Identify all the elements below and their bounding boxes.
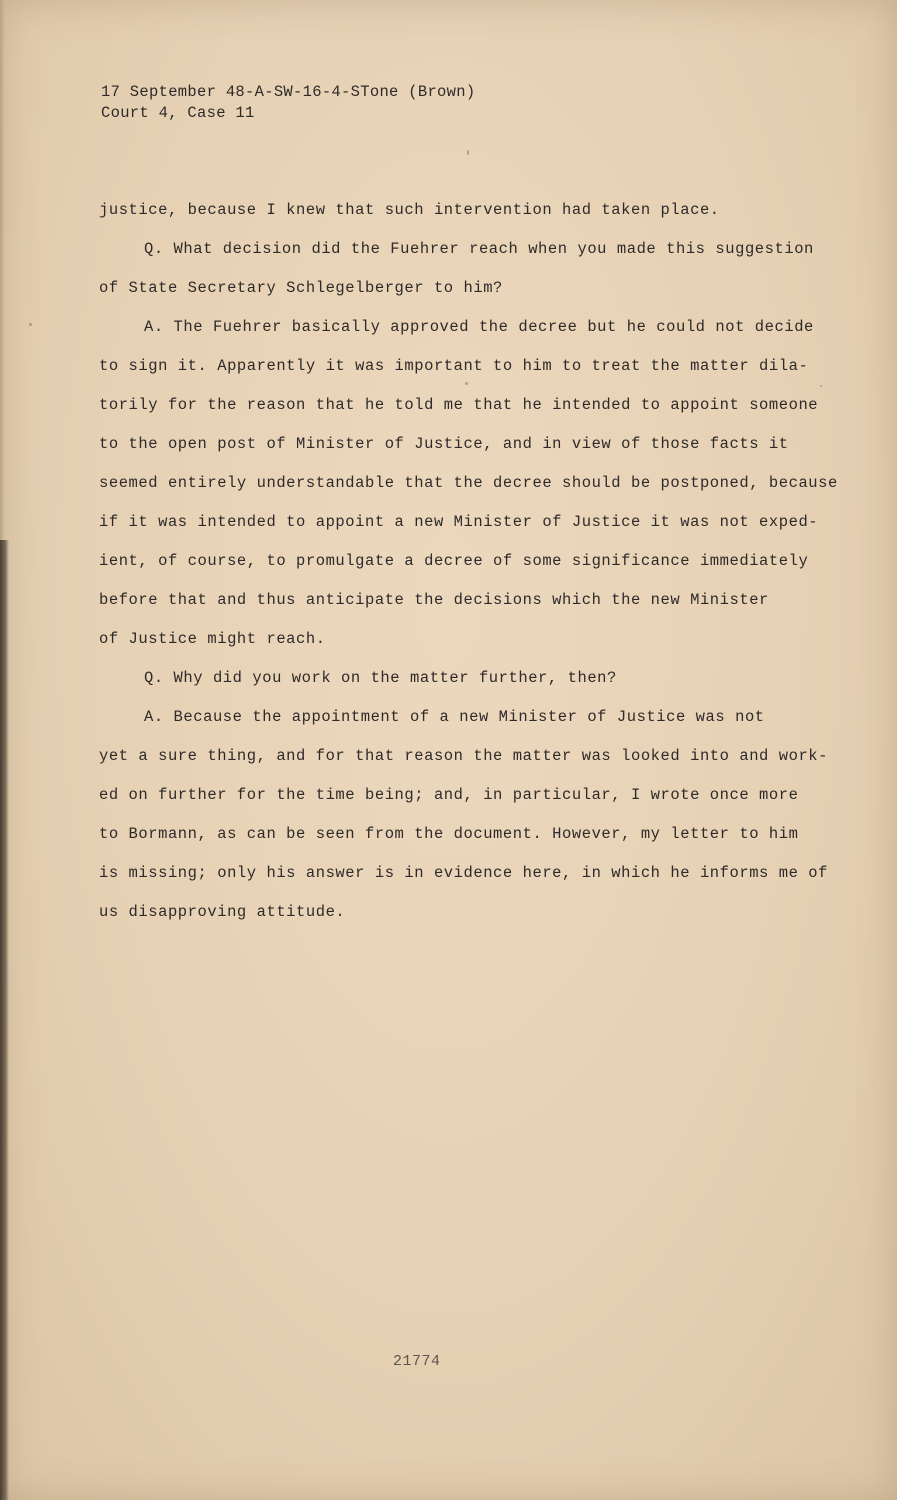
transcript-line: of State Secretary Schlegelberger to him? <box>99 279 503 297</box>
transcript-line: is missing; only his answer is in evidence here, in which he informs me of <box>99 864 829 882</box>
paper-speck <box>29 323 32 326</box>
page-number: 21774 <box>393 1353 441 1370</box>
transcript-line: before that and thus anticipate the decisions which the new Minister <box>99 591 769 609</box>
page-left-edge-shadow <box>0 0 5 540</box>
header-court-case: Court 4, Case 11 <box>101 104 255 122</box>
transcript-body <box>99 198 838 939</box>
transcript-question: Q. What decision did the Fuehrer reach when you made this suggestion <box>144 240 814 258</box>
transcript-line: to Bormann, as can be seen from the document. However, my letter to him <box>99 825 799 843</box>
transcript-line: ient, of course, to promulgate a decree of some significance immediately <box>99 552 809 570</box>
transcript-answer: A. The Fuehrer basically approved the decree but he could not decide <box>144 318 814 336</box>
page-left-edge-binding <box>0 540 9 1500</box>
transcript-line: seemed entirely understandable that the decree should be postponed, because <box>99 474 838 492</box>
transcript-line: torily for the reason that he told me that he intended to appoint someone <box>99 396 819 414</box>
header-date-reference: 17 September 48-A-SW-16-4-STone (Brown) <box>101 83 476 101</box>
document-header <box>101 82 475 124</box>
paper-speck <box>820 385 822 387</box>
transcript-line: yet a sure thing, and for that reason the matter was looked into and work- <box>99 747 829 765</box>
transcript-question: Q. Why did you work on the matter further, then? <box>144 669 617 687</box>
transcript-line: justice, because I knew that such intervention had taken place. <box>99 201 720 219</box>
transcript-line: if it was intended to appoint a new Minister of Justice it was not exped- <box>99 513 819 531</box>
transcript-line: to sign it. Apparently it was important to him to treat the matter dila- <box>99 357 809 375</box>
transcript-line: of Justice might reach. <box>99 630 326 648</box>
paper-speck <box>467 150 469 155</box>
transcript-line: to the open post of Minister of Justice, and in view of those facts it <box>99 435 789 453</box>
transcript-answer: A. Because the appointment of a new Minister of Justice was not <box>144 708 765 726</box>
paper-speck <box>465 382 468 385</box>
transcript-line: us disapproving attitude. <box>99 903 346 921</box>
transcript-line: ed on further for the time being; and, in particular, I wrote once more <box>99 786 799 804</box>
